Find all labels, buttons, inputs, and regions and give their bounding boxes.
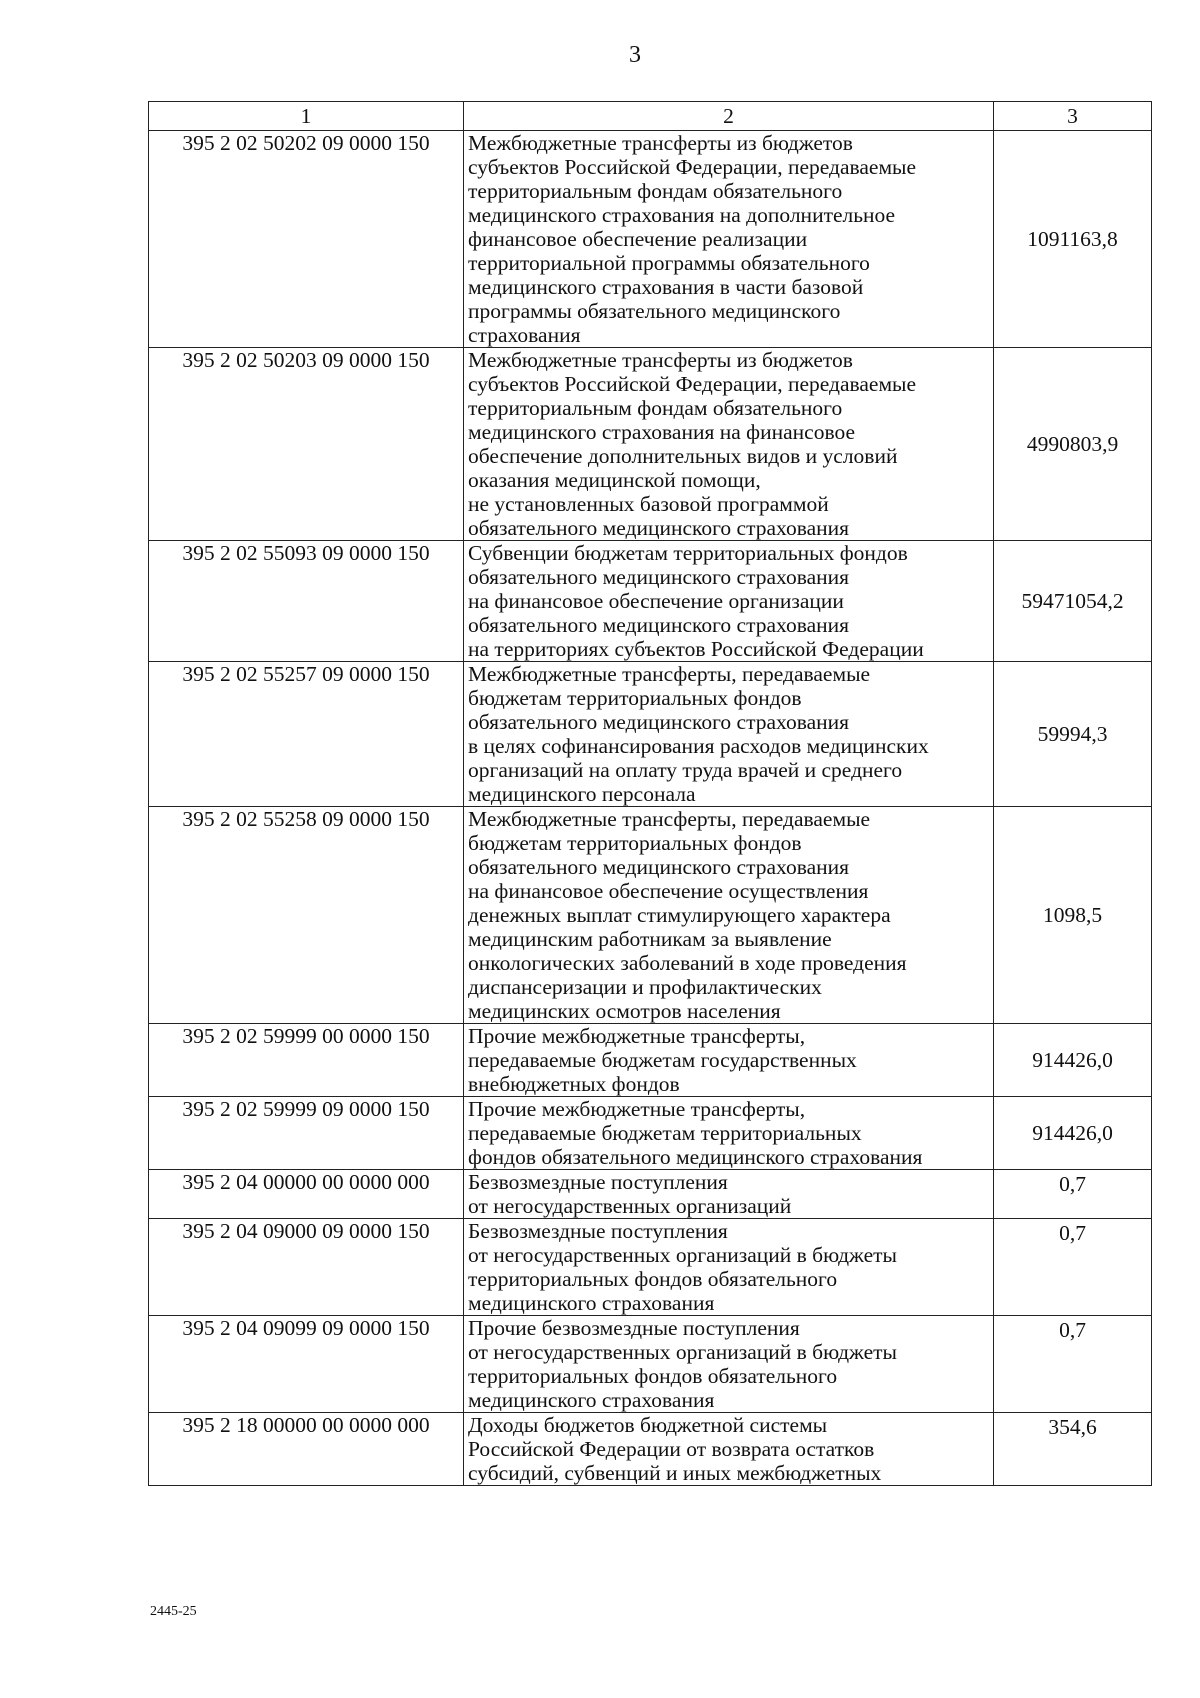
table-row bbox=[149, 131, 1152, 348]
budget-code-cell: 395 2 02 59999 09 0000 150 bbox=[149, 1097, 464, 1170]
amount-cell: 1091163,8 bbox=[994, 131, 1152, 348]
budget-code-cell: 395 2 18 00000 00 0000 000 bbox=[149, 1413, 464, 1486]
budget-code-cell: 395 2 04 09099 09 0000 150 bbox=[149, 1316, 464, 1413]
description-cell: Межбюджетные трансферты из бюджетов субъектов Российской Федерации, передаваемые территориальным фондам обязательного медицинского страхования на финансовое обеспечение дополнительных видов и условий оказания медицинской помощи, не установленных базовой программой обязательного медицинского страхования bbox=[464, 348, 994, 541]
table-row bbox=[149, 1170, 1152, 1219]
table-body bbox=[149, 131, 1152, 1486]
budget-code-cell: 395 2 02 55257 09 0000 150 bbox=[149, 662, 464, 807]
description-cell: Безвозмездные поступления от негосударственных организаций bbox=[464, 1170, 994, 1219]
column-header-code: 1 bbox=[149, 102, 464, 131]
page-number: 3 bbox=[629, 42, 641, 68]
amount-cell: 0,7 bbox=[994, 1219, 1152, 1316]
description-cell: Безвозмездные поступления от негосударственных организаций в бюджеты территориальных фондов обязательного медицинского страхования bbox=[464, 1219, 994, 1316]
amount-cell: 0,7 bbox=[994, 1316, 1152, 1413]
table-row bbox=[149, 1413, 1152, 1486]
description-cell: Прочие межбюджетные трансферты, передаваемые бюджетам территориальных фондов обязательного медицинского страхования bbox=[464, 1097, 994, 1170]
amount-cell: 59994,3 bbox=[994, 662, 1152, 807]
amount-cell: 59471054,2 bbox=[994, 541, 1152, 662]
budget-code-cell: 395 2 02 50202 09 0000 150 bbox=[149, 131, 464, 348]
amount-cell: 354,6 bbox=[994, 1413, 1152, 1486]
description-cell: Межбюджетные трансферты, передаваемые бюджетам территориальных фондов обязательного медицинского страхования в целях софинансирования расходов медицинских организаций на оплату труда врачей и среднего медицинского персонала bbox=[464, 662, 994, 807]
budget-code-cell: 395 2 02 55258 09 0000 150 bbox=[149, 807, 464, 1024]
description-cell: Субвенции бюджетам территориальных фондов обязательного медицинского страхования на финансовое обеспечение организации обязательного медицинского страхования на территориях субъектов Российской Федерации bbox=[464, 541, 994, 662]
column-header-amount: 3 bbox=[994, 102, 1152, 131]
amount-cell: 914426,0 bbox=[994, 1024, 1152, 1097]
description-cell: Межбюджетные трансферты, передаваемые бюджетам территориальных фондов обязательного медицинского страхования на финансовое обеспечение осуществления денежных выплат стимулирующего характера медицинским работникам за выявление онкологических заболеваний в ходе проведения диспансеризации и профилактических медицинских осмотров населения bbox=[464, 807, 994, 1024]
table-row bbox=[149, 541, 1152, 662]
column-header-description: 2 bbox=[464, 102, 994, 131]
amount-cell: 0,7 bbox=[994, 1170, 1152, 1219]
amount-cell: 1098,5 bbox=[994, 807, 1152, 1024]
budget-code-cell: 395 2 04 09000 09 0000 150 bbox=[149, 1219, 464, 1316]
amount-cell: 4990803,9 bbox=[994, 348, 1152, 541]
table-row bbox=[149, 348, 1152, 541]
table-row bbox=[149, 1316, 1152, 1413]
table-row bbox=[149, 1097, 1152, 1170]
table-row bbox=[149, 807, 1152, 1024]
amount-cell: 914426,0 bbox=[994, 1097, 1152, 1170]
header-row bbox=[149, 102, 1152, 131]
budget-code-cell: 395 2 02 59999 00 0000 150 bbox=[149, 1024, 464, 1097]
document-number: 2445-25 bbox=[150, 1604, 197, 1619]
budget-code-cell: 395 2 02 55093 09 0000 150 bbox=[149, 541, 464, 662]
description-cell: Прочие безвозмездные поступления от негосударственных организаций в бюджеты территориальных фондов обязательного медицинского страхования bbox=[464, 1316, 994, 1413]
budget-code-cell: 395 2 02 50203 09 0000 150 bbox=[149, 348, 464, 541]
budget-code-cell: 395 2 04 00000 00 0000 000 bbox=[149, 1170, 464, 1219]
description-cell: Доходы бюджетов бюджетной системы Российской Федерации от возврата остатков субсидий, субвенций и иных межбюджетных bbox=[464, 1413, 994, 1486]
description-cell: Межбюджетные трансферты из бюджетов субъектов Российской Федерации, передаваемые территориальным фондам обязательного медицинского страхования на дополнительное финансовое обеспечение реализации территориальной программы обязательного медицинского страхования в части базовой программы обязательного медицинского страхования bbox=[464, 131, 994, 348]
table-row bbox=[149, 662, 1152, 807]
table-row bbox=[149, 1219, 1152, 1316]
revenue-table bbox=[148, 101, 1152, 1486]
table-row bbox=[149, 1024, 1152, 1097]
table-header bbox=[149, 102, 1152, 131]
description-cell: Прочие межбюджетные трансферты, передаваемые бюджетам государственных внебюджетных фондов bbox=[464, 1024, 994, 1097]
